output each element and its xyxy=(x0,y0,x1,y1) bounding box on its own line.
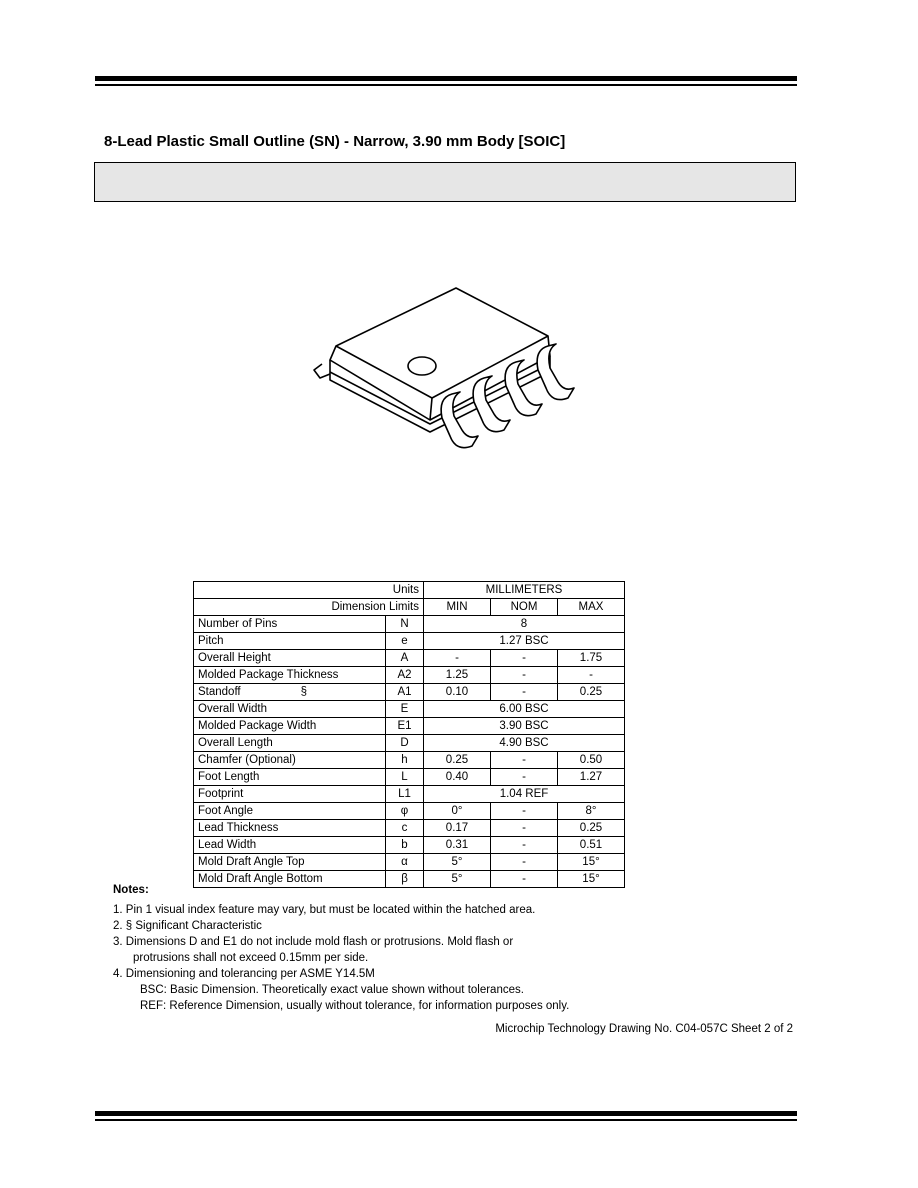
dimension-name xyxy=(194,854,386,871)
column-header-nom: NOM xyxy=(491,599,558,616)
dimension-max: 0.25 xyxy=(558,820,625,837)
dimension-max: 1.75 xyxy=(558,650,625,667)
dimension-name-text: Overall Length xyxy=(198,737,273,749)
table-row xyxy=(194,752,625,769)
dimension-max: 0.25 xyxy=(558,684,625,701)
dimension-nom: - xyxy=(491,769,558,786)
dimension-value: 4.90 BSC xyxy=(424,735,625,752)
dimension-name xyxy=(194,803,386,820)
dimension-nom: - xyxy=(491,667,558,684)
table-row xyxy=(194,718,625,735)
table-row xyxy=(194,582,625,599)
dimension-value: 1.27 BSC xyxy=(424,633,625,650)
dimension-symbol: D xyxy=(386,735,424,752)
dimension-symbol: A xyxy=(386,650,424,667)
dimension-max: 8° xyxy=(558,803,625,820)
dimension-name-text: Mold Draft Angle Top xyxy=(198,856,305,868)
note-ref-definition: REF: Reference Dimension, usually without tolerance, for information purposes only. xyxy=(140,1000,570,1012)
dimension-name xyxy=(194,633,386,650)
dimension-symbol: A2 xyxy=(386,667,424,684)
note-3: 3. Dimensions D and E1 do not include mold flash or protrusions. Mold flash or xyxy=(113,936,514,948)
dimension-symbol: α xyxy=(386,854,424,871)
table-row xyxy=(194,786,625,803)
notes-heading: Notes: xyxy=(113,884,149,896)
note-box xyxy=(94,162,796,202)
dimension-name-text: Molded Package Thickness xyxy=(198,669,339,681)
note-1: 1. Pin 1 visual index feature may vary, but must be located within the hatched area. xyxy=(113,904,536,916)
dimension-name-text: Overall Height xyxy=(198,652,271,664)
dimension-symbol: φ xyxy=(386,803,424,820)
note-2: 2. § Significant Characteristic xyxy=(113,920,262,932)
dimension-value: 3.90 BSC xyxy=(424,718,625,735)
units-value: MILLIMETERS xyxy=(424,582,625,599)
dimension-symbol: L1 xyxy=(386,786,424,803)
dimensions-table xyxy=(193,581,625,888)
dimension-name-text: Mold Draft Angle Bottom xyxy=(198,873,323,885)
dimension-name xyxy=(194,752,386,769)
table-row xyxy=(194,633,625,650)
dimension-name xyxy=(194,837,386,854)
dimension-name xyxy=(194,735,386,752)
note-4: 4. Dimensioning and tolerancing per ASME Y14.5M xyxy=(113,968,375,980)
dimension-max: 0.50 xyxy=(558,752,625,769)
dimension-nom: - xyxy=(491,837,558,854)
dimension-name-text: Foot Angle xyxy=(198,805,253,817)
dimension-symbol: A1 xyxy=(386,684,424,701)
dimension-name-text: Overall Width xyxy=(198,703,268,715)
dimension-symbol: β xyxy=(386,871,424,888)
table-row xyxy=(194,701,625,718)
dimension-name xyxy=(194,769,386,786)
dimension-min: 5° xyxy=(424,854,491,871)
dimension-nom: - xyxy=(491,752,558,769)
dimension-nom: - xyxy=(491,820,558,837)
dimension-min: 0.10 xyxy=(424,684,491,701)
dimension-nom: - xyxy=(491,803,558,820)
column-header-min: MIN xyxy=(424,599,491,616)
note-bsc-definition: BSC: Basic Dimension. Theoretically exact value shown without tolerances. xyxy=(140,984,524,996)
units-label: Units xyxy=(194,582,424,599)
bottom-rule-thin xyxy=(95,1119,797,1121)
dimension-max: 15° xyxy=(558,854,625,871)
dimension-name xyxy=(194,701,386,718)
dimension-value: 8 xyxy=(424,616,625,633)
dimension-symbol: e xyxy=(386,633,424,650)
dimension-min: 0.17 xyxy=(424,820,491,837)
dimension-value: 1.04 REF xyxy=(424,786,625,803)
top-rule-thin xyxy=(95,84,797,86)
dimension-value: 6.00 BSC xyxy=(424,701,625,718)
dimension-nom: - xyxy=(491,871,558,888)
table-row xyxy=(194,616,625,633)
dimension-symbol: L xyxy=(386,769,424,786)
dimension-name-text: Lead Thickness xyxy=(198,822,279,834)
dimension-symbol: E1 xyxy=(386,718,424,735)
page-title: 8-Lead Plastic Small Outline (SN) - Narrow, 3.90 mm Body [SOIC] xyxy=(104,133,566,150)
dimension-max: 1.27 xyxy=(558,769,625,786)
dimension-name-text: Pitch xyxy=(198,635,224,647)
dimension-name xyxy=(194,786,386,803)
pin1-index-mark xyxy=(408,357,436,375)
dimension-name-text: Chamfer (Optional) xyxy=(198,754,296,766)
dimension-max: 0.51 xyxy=(558,837,625,854)
dimension-name xyxy=(194,718,386,735)
dimension-name xyxy=(194,650,386,667)
table-row xyxy=(194,837,625,854)
dimension-name-text: Foot Length xyxy=(198,771,260,783)
dimension-symbol: h xyxy=(386,752,424,769)
dimension-name xyxy=(194,667,386,684)
dimension-nom: - xyxy=(491,684,558,701)
table-row xyxy=(194,820,625,837)
table-row xyxy=(194,769,625,786)
dimension-symbol: b xyxy=(386,837,424,854)
table-row xyxy=(194,803,625,820)
dimension-symbol: E xyxy=(386,701,424,718)
dimension-min: 0.40 xyxy=(424,769,491,786)
dimension-min: 0.31 xyxy=(424,837,491,854)
dimension-symbol: N xyxy=(386,616,424,633)
drawing-number: Microchip Technology Drawing No. C04-057C Sheet 2 of 2 xyxy=(495,1023,793,1035)
dimension-min: 0.25 xyxy=(424,752,491,769)
table-row xyxy=(194,599,625,616)
table-row xyxy=(194,735,625,752)
dimension-symbol: c xyxy=(386,820,424,837)
notes-section xyxy=(113,882,569,1014)
dimension-min: 5° xyxy=(424,871,491,888)
dimension-name-text: Number of Pins xyxy=(198,618,278,630)
dimension-name xyxy=(194,684,386,701)
table-row xyxy=(194,667,625,684)
dimension-min: - xyxy=(424,650,491,667)
table-row xyxy=(194,854,625,871)
dimension-name xyxy=(194,616,386,633)
table-row xyxy=(194,684,625,701)
dimension-max: - xyxy=(558,667,625,684)
dimension-name xyxy=(194,820,386,837)
note-3-continued: protrusions shall not exceed 0.15mm per side. xyxy=(133,952,369,964)
column-header-max: MAX xyxy=(558,599,625,616)
top-rule-thick xyxy=(95,76,797,81)
table-row xyxy=(194,650,625,667)
dimension-nom: - xyxy=(491,854,558,871)
soic-8-package-drawing xyxy=(300,280,590,460)
dimension-min: 0° xyxy=(424,803,491,820)
dimension-name-text: Footprint xyxy=(198,788,244,800)
dimension-max: 15° xyxy=(558,871,625,888)
bottom-rule-thick xyxy=(95,1111,797,1116)
dimension-min: 1.25 xyxy=(424,667,491,684)
dimension-name-text: Molded Package Width xyxy=(198,720,317,732)
dimension-limits-label: Dimension Limits xyxy=(194,599,424,616)
dimension-name-text: Lead Width xyxy=(198,839,257,851)
dimension-nom: - xyxy=(491,650,558,667)
significant-characteristic-mark: § xyxy=(300,686,308,698)
dimension-name-text: Standoff xyxy=(198,686,241,698)
